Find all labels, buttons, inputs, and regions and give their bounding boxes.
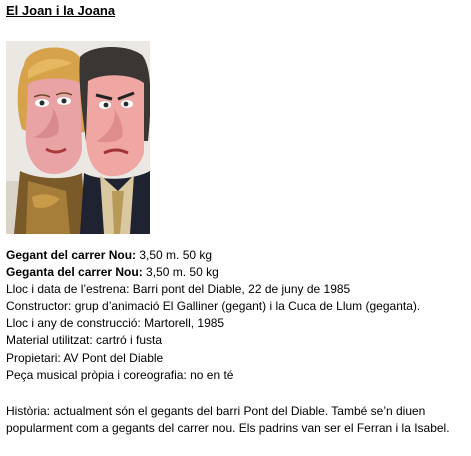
detail-line-constructor xyxy=(6,298,468,315)
detail-line-estrena xyxy=(6,281,468,298)
history-paragraph: Història: actualment són el gegants del barri Pont del Diable. També se’n diuen popularment com a gegants del carrer nou. Els padrins van ser el Ferran i la Isabel. xyxy=(6,404,450,435)
detail-value: Lloc i data de l’estrena: Barri pont del Diable, 22 de juny de 1985 xyxy=(6,282,351,297)
detail-line-gegant xyxy=(6,247,468,264)
page-title: El Joan i la Joana xyxy=(6,3,116,18)
detail-line-material xyxy=(6,332,468,349)
detail-value: 3,50 m. 50 kg xyxy=(142,265,219,280)
giants-photo xyxy=(6,41,150,234)
detail-value: 3,50 m. 50 kg xyxy=(136,248,213,262)
detail-label: Geganta del carrer Nou: xyxy=(6,265,143,280)
detail-value: Material utilitzat: cartró i fusta xyxy=(6,333,163,348)
detail-label: Gegant del carrer Nou: xyxy=(6,248,137,262)
details-list xyxy=(6,247,468,384)
detail-line-construccio xyxy=(6,315,468,332)
detail-line-musica xyxy=(6,367,468,384)
detail-line-geganta xyxy=(6,264,468,281)
detail-value: Constructor: grup d’animació El Galliner (gegant) i la Cuca de Llum (geganta). xyxy=(6,299,421,314)
detail-line-propietari xyxy=(6,350,468,367)
detail-value: Propietari: AV Pont del Diable xyxy=(6,350,164,365)
detail-value: Peça musical pròpia i coreografia: no en té xyxy=(6,367,234,382)
detail-value: Lloc i any de construcció: Martorell, 1985 xyxy=(6,316,225,331)
